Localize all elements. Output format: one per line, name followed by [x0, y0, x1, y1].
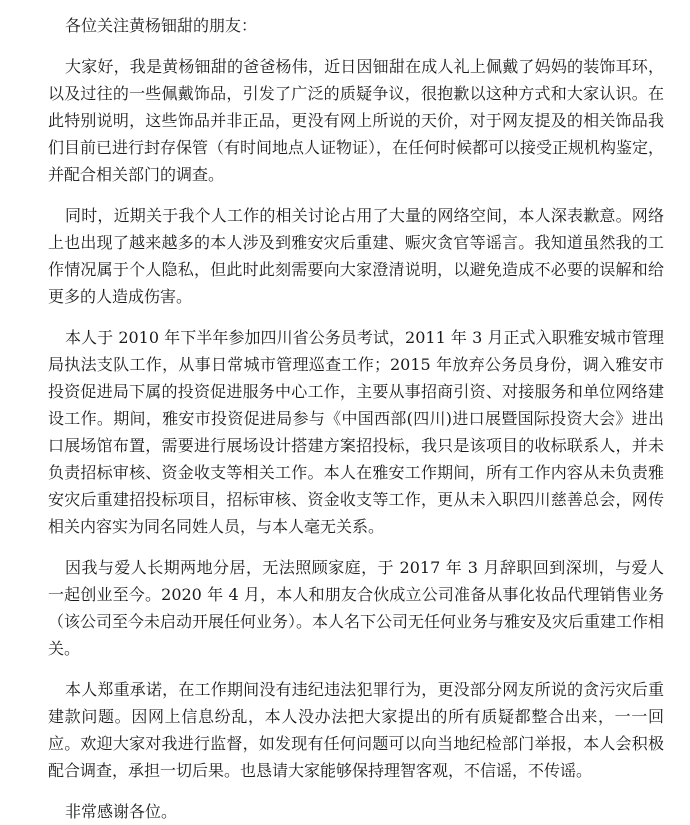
letter-paragraph-2: 同时，近期关于我个人工作的相关讨论占用了大量的网络空间，本人深表歉意。网络上也出现了越来越多的本人涉及到雅安灾后重建、赈灾贪官等谣言。我知道虽然我的工作情况属于个人隐私，但此时此刻需要向大家澄清说明，以避免造成不必要的误解和给更多的人造成伤害。	[48, 206, 664, 306]
letter-greeting: 各位关注黄杨钿甜的朋友：	[65, 16, 258, 35]
letter-closing: 非常感谢各位。	[65, 802, 178, 821]
letter-paragraph-5: 本人郑重承诺，在工作期间没有违纪违法犯罪行为，更没部分网友所说的贪污灾后重建款问题。因网上信息纷乱，本人没办法把大家提出的所有质疑都整合出来，一一回应。欢迎大家对我进行监督，如发现有任何问题可以向当地纪检部门举报，本人会积极配合调查，承担一切后果。也恳请大家能够保持理智客观，不信谣，不传谣。	[48, 680, 664, 780]
letter-paragraph-3: 本人于 2010 年下半年参加四川省公务员考试，2011 年 3 月正式入职雅安城市管理局执法支队工作，从事日常城市管理巡查工作；2015 年放弃公务员身份，调入雅安市投资促进局下属的投资促进服务中心工作，主要从事招商引资、对接服务和单位网络建设工作。期间，雅安市投资促进局参与《中国西部(四川)进口展暨国际投资大会》进出口展场馆布置，需要进行展场设计搭建方案招投标，我只是该项目的收标联系人，并未负责招标审核、资金收支等相关工作。本人在雅安工作期间，所有工作内容从未负责雅安灾后重建招投标项目，招标审核、资金收支等工作，更从未入职四川慈善总会，网传相关内容实为同名同姓人员，与本人毫无关系。	[48, 328, 664, 536]
letter-paragraph-4: 因我与爱人长期两地分居，无法照顾家庭，于 2017 年 3 月辞职回到深圳，与爱人一起创业至今。2020 年 4 月，本人和朋友合伙成立公司准备从事化妆品代理销售业务（该公司至今未启动开展任何业务）。本人名下公司无任何业务与雅安及灾后重建工作相关。	[48, 558, 665, 658]
letter-paragraph-1: 大家好，我是黄杨钿甜的爸爸杨伟，近日因钿甜在成人礼上佩戴了妈妈的装饰耳环，以及过往的一些佩戴饰品，引发了广泛的质疑争议，很抱歉以这种方式和大家认识。在此特别说明，这些饰品并非正品，更没有网上所说的天价，对于网友提及的相关饰品我们目前已进行封存保管（有时间地点人证物证），在任何时候都可以接受正规机构鉴定，并配合相关部门的调查。	[48, 57, 665, 184]
